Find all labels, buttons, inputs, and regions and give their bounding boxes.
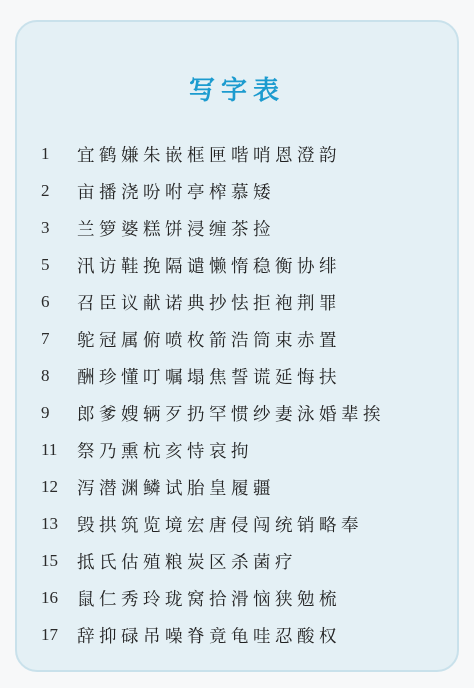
row-characters: 抵氏估殖粮炭区杀菌疗	[77, 552, 297, 573]
list-item	[17, 547, 457, 575]
row-number: 15	[41, 551, 58, 570]
list-item	[17, 140, 457, 168]
row-characters: 汛访鞋挽隔谴懒惰稳衡协绯	[77, 256, 341, 277]
row-characters: 酬珍懂叮嘱塌焦誓谎延悔扶	[77, 367, 341, 388]
row-number: 5	[41, 255, 50, 274]
row-characters: 召臣议献诺典抄怯拒袍荆罪	[77, 293, 341, 314]
row-number: 1	[41, 144, 50, 163]
character-table-card	[15, 20, 459, 672]
row-characters: 鸵冠属俯喷枚箭浩筒束赤置	[77, 330, 341, 351]
row-number: 3	[41, 218, 50, 237]
row-characters: 祭乃熏杭亥恃哀拘	[77, 441, 253, 462]
row-characters: 亩播浇吩咐亭榨慕矮	[77, 182, 275, 203]
row-number: 13	[41, 514, 58, 533]
row-number: 7	[41, 329, 50, 348]
list-item	[17, 362, 457, 390]
row-characters: 毁拱筑览境宏唐侵闯统销略奉	[77, 515, 363, 536]
list-item	[17, 325, 457, 353]
row-characters: 鼠仁秀玲珑窝拾滑恼狭勉梳	[77, 589, 341, 610]
page-title: 写字表	[188, 76, 285, 106]
row-characters: 泻潜渊鳞试胎皇履疆	[77, 478, 275, 499]
list-item	[17, 510, 457, 538]
list-item	[17, 473, 457, 501]
row-number: 16	[41, 588, 58, 607]
list-item	[17, 584, 457, 612]
list-item	[17, 251, 457, 279]
list-item	[17, 399, 457, 427]
list-item	[17, 214, 457, 242]
row-characters: 宜鹤嫌朱嵌框匣喈哨恩澄韵	[77, 145, 341, 166]
list-item	[17, 177, 457, 205]
list-item	[17, 288, 457, 316]
row-number: 6	[41, 292, 50, 311]
list-item	[17, 436, 457, 464]
list-item	[17, 621, 457, 649]
row-characters: 兰箩婆糕饼浸缠茶捡	[77, 219, 275, 240]
row-characters: 辞抑碌吊噪脊竟龟哇忍酸权	[77, 626, 341, 647]
row-number: 8	[41, 366, 50, 385]
row-number: 11	[41, 440, 58, 459]
row-number: 9	[41, 403, 50, 422]
row-characters: 郎爹嫂辆歹扔罕惯纱妻泳婚辈挨	[77, 404, 385, 425]
row-number: 17	[41, 625, 58, 644]
row-number: 12	[41, 477, 58, 496]
row-number: 2	[41, 181, 50, 200]
